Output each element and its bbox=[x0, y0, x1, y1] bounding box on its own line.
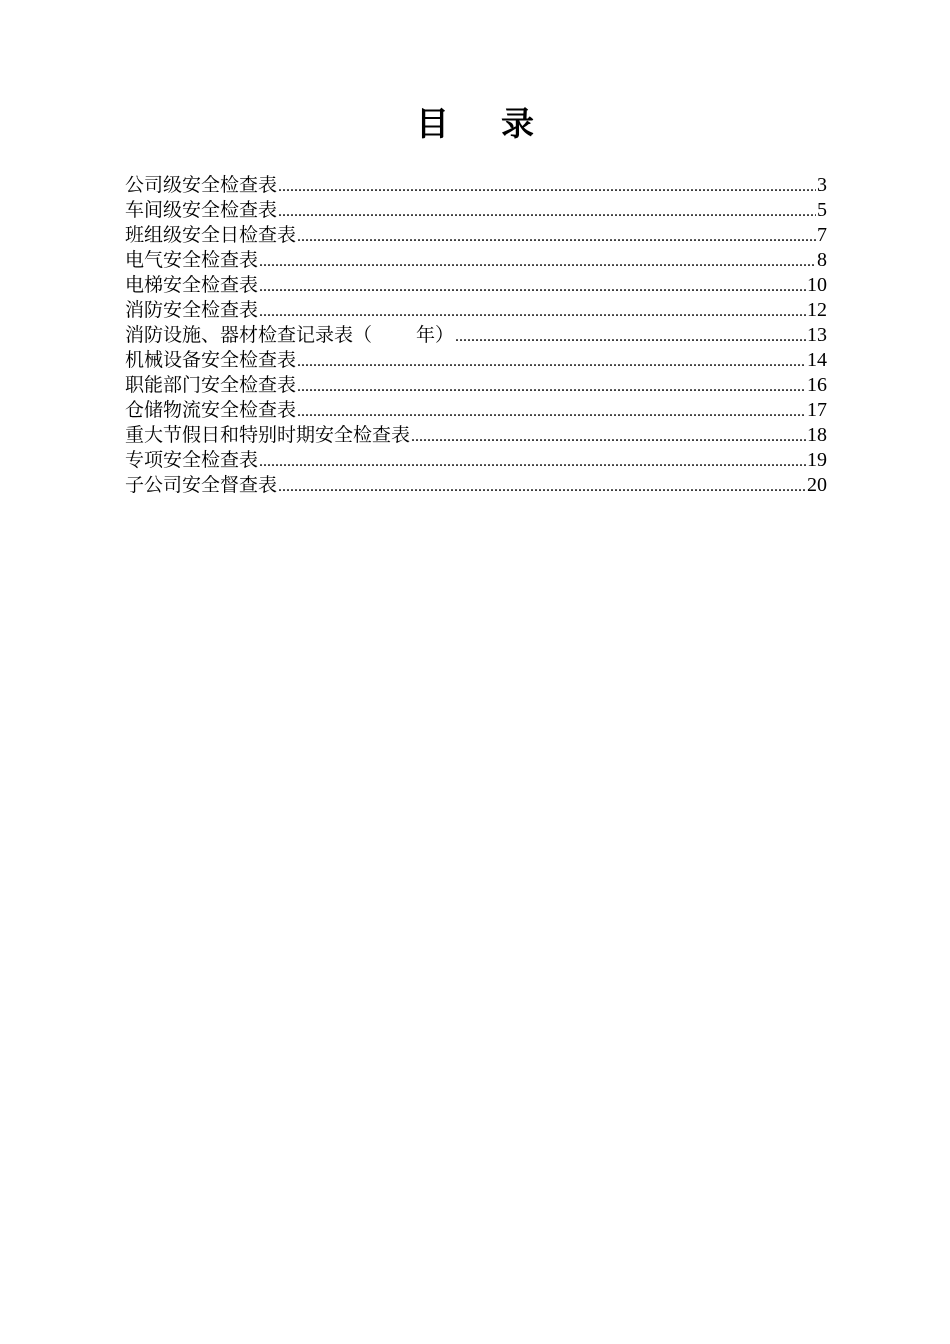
toc-dot-leader bbox=[411, 424, 806, 449]
toc-entry[interactable] bbox=[125, 173, 827, 198]
toc-entry-title: 消防安全检查表 bbox=[125, 299, 259, 321]
toc-page-number: 10 bbox=[807, 274, 827, 296]
toc-page-number: 7 bbox=[817, 224, 827, 246]
toc-entry-title: 职能部门安全检查表 bbox=[125, 374, 297, 396]
toc-entry[interactable] bbox=[125, 223, 827, 248]
toc-dot-leader bbox=[259, 249, 816, 274]
toc-page-number: 8 bbox=[817, 249, 827, 271]
toc-entry-title: 机械设备安全检查表 bbox=[125, 349, 297, 371]
toc-entry-title: 仓储物流安全检查表 bbox=[125, 399, 297, 421]
toc-entry[interactable] bbox=[125, 373, 827, 398]
table-of-contents bbox=[125, 173, 827, 498]
toc-entry[interactable] bbox=[125, 448, 827, 473]
toc-dot-leader bbox=[278, 199, 816, 224]
toc-entry-title: 公司级安全检查表 bbox=[125, 174, 278, 196]
toc-page-number: 19 bbox=[807, 449, 827, 471]
toc-dot-leader bbox=[297, 349, 806, 374]
toc-entry-title: 重大节假日和特别时期安全检查表 bbox=[125, 424, 411, 446]
toc-page-number: 13 bbox=[807, 324, 827, 346]
toc-dot-leader bbox=[259, 274, 806, 299]
toc-page-number: 12 bbox=[807, 299, 827, 321]
toc-entry-title: 子公司安全督查表 bbox=[125, 474, 278, 496]
toc-dot-leader bbox=[278, 174, 816, 199]
toc-entry-title: 车间级安全检查表 bbox=[125, 199, 278, 221]
toc-page-number: 17 bbox=[807, 399, 827, 421]
toc-entry[interactable] bbox=[125, 198, 827, 223]
toc-page-number: 18 bbox=[807, 424, 827, 446]
toc-dot-leader bbox=[297, 399, 806, 424]
toc-entry[interactable] bbox=[125, 323, 827, 348]
toc-entry[interactable] bbox=[125, 473, 827, 498]
toc-entry-title bbox=[125, 323, 454, 348]
toc-page-number: 5 bbox=[817, 199, 827, 221]
page-title-char-1: 目 bbox=[416, 104, 449, 143]
toc-entry-title: 专项安全检查表 bbox=[125, 449, 259, 471]
toc-entry[interactable] bbox=[125, 348, 827, 373]
toc-dot-leader bbox=[455, 324, 806, 349]
toc-entry[interactable] bbox=[125, 298, 827, 323]
page-title-char-2: 录 bbox=[501, 104, 534, 143]
toc-dot-leader bbox=[278, 474, 806, 499]
toc-entry[interactable] bbox=[125, 273, 827, 298]
toc-entry[interactable] bbox=[125, 398, 827, 423]
toc-page-number: 20 bbox=[807, 474, 827, 496]
toc-entry-title: 班组级安全日检查表 bbox=[125, 224, 297, 246]
toc-dot-leader bbox=[297, 374, 806, 399]
toc-entry-title: 电气安全检查表 bbox=[125, 249, 259, 271]
toc-dot-leader bbox=[297, 224, 816, 249]
toc-entry[interactable] bbox=[125, 423, 827, 448]
toc-entry-title-after: 年） bbox=[416, 324, 455, 346]
toc-page-number: 14 bbox=[807, 349, 827, 371]
page-title bbox=[0, 100, 950, 148]
toc-page-number: 3 bbox=[817, 174, 827, 196]
toc-entry[interactable] bbox=[125, 248, 827, 273]
toc-dot-leader bbox=[259, 449, 806, 474]
toc-entry-title-before: 消防设施、器材检查记录表（ bbox=[125, 324, 373, 346]
toc-entry-title: 电梯安全检查表 bbox=[125, 274, 259, 296]
toc-page-number: 16 bbox=[807, 374, 827, 396]
toc-dot-leader bbox=[259, 299, 806, 324]
